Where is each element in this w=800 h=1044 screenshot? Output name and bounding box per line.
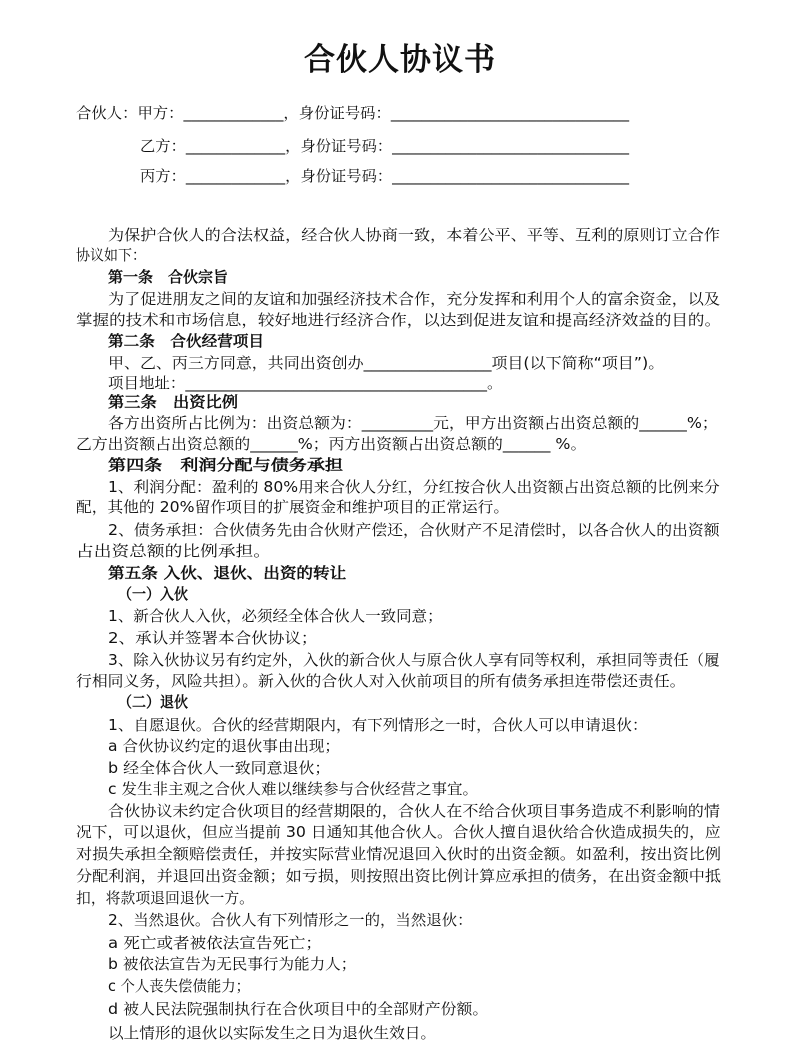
body-text-line: d 被人民法院强制执行在合伙项目中的全部财产份额。 [108,1000,489,1018]
body-text-line: b 经全体合伙人一致同意退伙； [108,759,331,777]
section-heading: 第五条 入伙、退伙、出资的转让 [108,564,347,582]
body-text-line: 况下，可以退伙，但应当提前 30 日通知其他合伙人。合伙人擅自退伙给合伙造成损失的，应 [76,823,721,841]
section-heading: 第二条 合伙经营项目 [108,332,265,350]
body-text-line: 合伙协议未约定合伙项目的经营期限的，合伙人在不给合伙项目事务造成不利影响的情 [108,802,721,820]
document-title: 合伙人协议书 [304,42,496,78]
body-text-line: 掌握的技术和市场信息，较好地进行经济合作，以达到促进友谊和提高经济效益的目的。 [76,311,722,329]
body-text-line: 为保护合伙人的合法权益，经合伙人协商一致，本着公平、平等、互利的原则订立合作 [108,226,721,244]
body-text-line: 1、利润分配：盈利的 80%用来合伙人分红，分红按合伙人出资额占出资总额的比例来分 [108,478,720,496]
section-heading: 第四条 利润分配与债务承担 [108,456,344,474]
body-text-line: 2、承认并签署本合伙协议； [108,629,318,647]
body-text-line: b 被依法宣告为无民事行为能力人； [108,955,357,973]
body-text-line: 分配利润，并退回出资金额；如亏损，则按照出资比例计算应承担的债务，在出资金额中抵 [76,867,722,885]
party-line: 乙方：_____________，身份证号码：_______________________________ [140,137,630,155]
body-text-line: 对损失承担全额赔偿责任，并按实际营业情况退回入伙时的出资金额。如盈利，按出资比例 [76,845,722,863]
body-text-line: c 个人丧失偿债能力； [108,977,251,995]
body-text-line: 扣，将款项退回退伙一方。 [76,889,255,907]
party-line: 合伙人：甲方：_____________，身份证号码：_______________________________ [76,104,630,122]
body-text-line: 2、债务承担：合伙债务先由合伙财产偿还，合伙财产不足清偿时，以各合伙人的出资额 [108,521,720,539]
body-text-line: 以上情形的退伙以实际发生之日为退伙生效日。 [108,1024,437,1042]
body-text-line: 甲、乙、丙三方同意，共同出资创办________________项目(以下简称“项目”)。 [108,354,665,372]
body-text-line: 配，其他的 20%留作项目的扩展资金和维护项目的正常运行。 [76,498,510,516]
body-text-line: a 合伙协议约定的退伙事由出现； [108,737,340,755]
body-text-line: 为了促进朋友之间的友谊和加强经济技术合作，充分发挥和利用个人的富余资金，以及 [108,290,721,308]
body-text-line: 1、自愿退伙。合伙的经营期限内，有下列情形之一时，合伙人可以申请退伙： [108,716,648,734]
body-text-line: 乙方出资额占出资总额的______%；丙方出资额占出资总额的______ %。 [76,435,587,453]
body-text-line: a 死亡或者被依法宣告死亡； [108,934,322,952]
body-text-line: 协议如下： [76,246,147,264]
party-line: 丙方：_____________，身份证号码：_______________________________ [140,167,630,185]
body-text-line: 各方出资所占比例为：出资总额为：_________元，甲方出资额占出资总额的______%； [108,414,718,432]
section-heading: 第一条 合伙宗旨 [108,268,229,286]
section-heading: 第三条 出资比例 [108,393,239,411]
section-heading: （一）入伙 [118,585,189,603]
body-text-line: 1、新合伙人入伙，必须经全体合伙人一致同意； [108,607,443,625]
body-text-line: 项目地址：_______________________________________。 [108,374,503,392]
body-text-line: 3、除入伙协议另有约定外，入伙的新合伙人与原合伙人享有同等权利，承担同等责任（履 [108,651,720,669]
body-text-line: 行相同义务，风险共担）。新入伙的合伙人对入伙前项目的所有债务承担连带偿还责任。 [76,672,686,690]
body-text-line: c 发生非主观之合伙人难以继续参与合伙经营之事宜。 [108,780,479,798]
body-text-line: 占出资总额的比例承担。 [76,542,272,560]
body-text-line: 2、当然退伙。合伙人有下列情形之一的，当然退伙： [108,911,473,929]
section-heading: （二）退伙 [118,693,189,711]
